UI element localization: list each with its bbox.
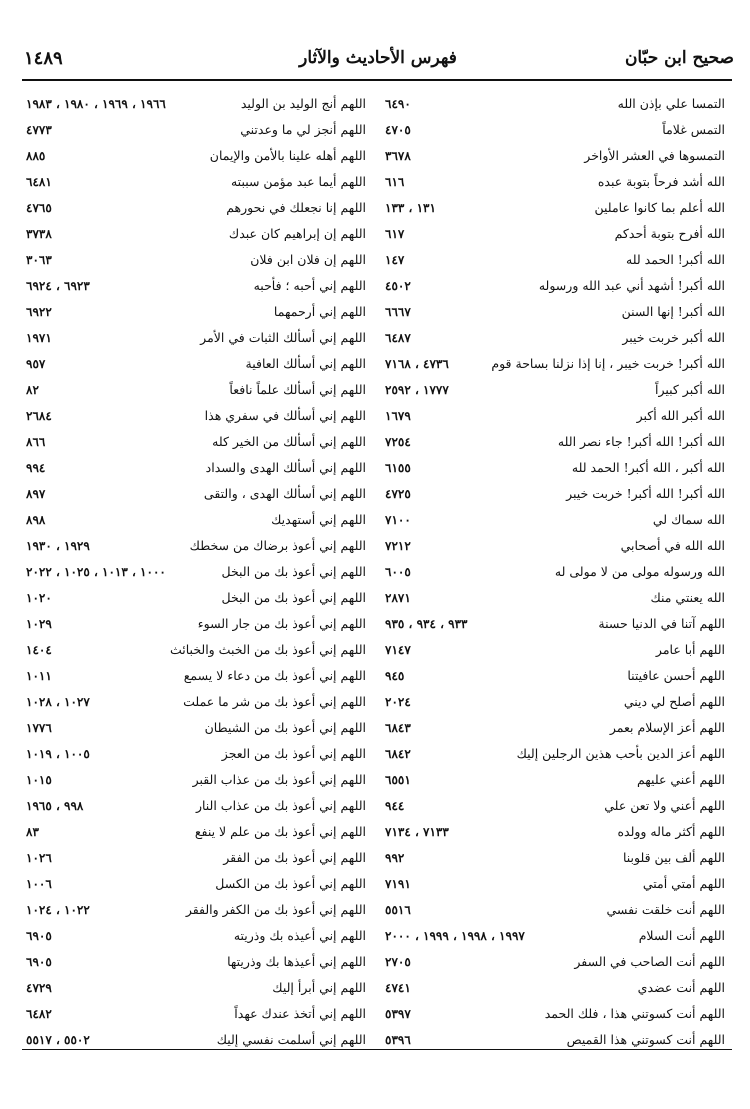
entry-refs: ٦٥٥١: [385, 773, 411, 787]
page-header: [22, 48, 734, 78]
entry-text: اللهم إني أسلمت نفسي إليك: [216, 1032, 366, 1047]
index-entry: [26, 850, 366, 876]
index-entry: [385, 1006, 725, 1032]
entry-refs: ٧٢١٢: [385, 539, 411, 553]
entry-refs: ٦٤٩٠: [385, 97, 411, 111]
entry-text: اللهم إني أسألك علماً نافعاً: [229, 382, 366, 397]
index-entry: [26, 148, 366, 174]
entry-text: اللهم إني أتخذ عندك عهداً: [234, 1006, 366, 1021]
entry-refs: ٦٦٦٧: [385, 305, 411, 319]
entry-refs: ٦٨٤٣: [385, 721, 411, 735]
entry-refs: ٦١٥٥: [385, 461, 411, 475]
index-entry: [26, 928, 366, 954]
index-entry: [385, 538, 725, 564]
index-entry: [26, 564, 366, 590]
entry-text: اللهم أنت السلام: [638, 928, 725, 943]
entry-text: اللهم إني أسألك الثبات في الأمر: [200, 330, 366, 345]
entry-text: اللهم إني أعوذ بك من جار السوء: [197, 616, 366, 631]
entry-text: اللهم أنت كسوتني هذا ، فلك الحمد: [544, 1006, 725, 1021]
entry-refs: ٦٩٠٥: [26, 929, 52, 943]
entry-refs: ٦١٧: [385, 227, 405, 241]
index-entry: [385, 1032, 725, 1058]
index-entry: [26, 174, 366, 200]
index-entry: [385, 772, 725, 798]
index-entry: [26, 954, 366, 980]
entry-text: الله أعلم بما كانوا عاملين: [594, 200, 725, 215]
entry-refs: ٧١٤٧: [385, 643, 411, 657]
entry-refs: ٩٩٤: [26, 461, 46, 475]
index-entry: [385, 720, 725, 746]
index-entry: [385, 382, 725, 408]
entry-text: اللهم إني أستهديك: [271, 512, 366, 527]
entry-refs: ٢٦٨٤: [26, 409, 52, 423]
entry-refs: ٢٧٠٥: [385, 955, 411, 969]
entry-refs: ١٧٧٦: [26, 721, 52, 735]
index-entry: [26, 616, 366, 642]
index-entry: [385, 434, 725, 460]
index-entry: [26, 798, 366, 824]
entry-text: اللهم أعني عليهم: [636, 772, 725, 787]
entry-text: اللهم إني أعوذ بك من الكسل: [215, 876, 366, 891]
index-entry: [26, 694, 366, 720]
entry-refs: ٨٩٧: [26, 487, 46, 501]
index-entry: [26, 720, 366, 746]
entry-text: الله أكبر! أشهد أني عبد الله ورسوله: [538, 278, 725, 293]
entry-refs: ١٣١ ، ١٣٣: [385, 201, 436, 215]
index-entry: [26, 382, 366, 408]
index-entry: [385, 824, 725, 850]
index-entry: [26, 226, 366, 252]
index-entry: [26, 1032, 366, 1058]
entry-refs: ١٠١٥: [26, 773, 52, 787]
entry-refs: ٨٨٥: [26, 149, 46, 163]
entry-text: اللهم أنت كسوتني هذا القميص: [566, 1032, 725, 1047]
entry-refs: ١٩٢٩ ، ١٩٣٠: [26, 539, 90, 553]
entry-text: الله أكبر! الحمد لله: [626, 252, 725, 267]
index-entry: [26, 746, 366, 772]
index-entry: [26, 200, 366, 226]
index-entry: [385, 668, 725, 694]
index-entry: [26, 278, 366, 304]
index-entry: [26, 460, 366, 486]
entry-text: اللهم أنت الصاحب في السفر: [574, 954, 725, 969]
index-entry: [385, 460, 725, 486]
entry-refs: ٨٩٨: [26, 513, 46, 527]
entry-refs: ٦٤٨٧: [385, 331, 411, 345]
entry-refs: ٩٥٧: [26, 357, 46, 371]
index-entry: [26, 304, 366, 330]
header-rule: [22, 79, 732, 81]
index-entry: [26, 356, 366, 382]
entry-refs: ٧١٠٠: [385, 513, 411, 527]
entry-refs: ٦٩٠٥: [26, 955, 52, 969]
entry-text: اللهم أحسن عافيتنا: [627, 668, 725, 683]
entry-text: الله أكبر الله أكبر: [636, 408, 725, 423]
entry-refs: ٨٢: [26, 383, 39, 397]
entry-refs: ٦٤٨٢: [26, 1007, 52, 1021]
index-entry: [385, 512, 725, 538]
entry-text: اللهم إني أسألك الهدى والسداد: [205, 460, 366, 475]
entry-refs: ٤٧٧٣: [26, 123, 52, 137]
entry-refs: ٥٣٩٧: [385, 1007, 411, 1021]
entry-refs: ٦٠٠٥: [385, 565, 411, 579]
entry-text: الله أكبر! الله أكبر! خربت خيبر: [566, 486, 725, 501]
entry-refs: ٩٤٤: [385, 799, 405, 813]
entry-text: اللهم إن فلان ابن فلان: [250, 252, 366, 267]
page-number: ١٤٨٩: [24, 48, 63, 69]
entry-text: اللهم أنجز لي ما وعدتني: [240, 122, 366, 137]
entry-text: اللهم إني أعوذ بك من البخل: [221, 564, 366, 579]
index-entry: [385, 642, 725, 668]
index-entry: [385, 96, 725, 122]
index-entry: [26, 486, 366, 512]
index-entry: [385, 902, 725, 928]
entry-text: اللهم أبا عامر: [655, 642, 725, 657]
right-column: [385, 96, 725, 1058]
entry-refs: ١٦٧٩: [385, 409, 411, 423]
index-entry: [385, 798, 725, 824]
entry-text: الله أكبر خربت خيبر: [622, 330, 725, 345]
entry-refs: ٩٣٣ ، ٩٣٤ ، ٩٣٥: [385, 617, 468, 631]
entry-refs: ١٠٢٩: [26, 617, 52, 631]
entry-text: اللهم آتنا في الدنيا حسنة: [598, 616, 725, 631]
index-entry: [385, 746, 725, 772]
entry-refs: ٢٨٧١: [385, 591, 411, 605]
book-title: صحيح ابن حبّان: [624, 48, 734, 68]
entry-text: التمسا علي بإذن الله: [617, 96, 725, 111]
entry-refs: ٩٩٢: [385, 851, 405, 865]
entry-text: الله سماك لي: [652, 512, 725, 527]
entry-text: اللهم إني أرحمهما: [273, 304, 366, 319]
entry-text: الله أكبر! الله أكبر! جاء نصر الله: [557, 434, 725, 449]
entry-refs: ١٠٠٠ ، ١٠١٣ ، ١٠٢٥ ، ٢٠٢٢: [26, 565, 166, 579]
entry-text: اللهم إني أعيذها بك وذريتها: [227, 954, 366, 969]
entry-text: اللهم إني أسألك العافية: [245, 356, 366, 371]
entry-refs: ٣٠٦٣: [26, 253, 52, 267]
entry-refs: ١٠١١: [26, 669, 52, 683]
index-entry: [385, 408, 725, 434]
entry-refs: ٤٧٠٥: [385, 123, 411, 137]
index-entry: [26, 668, 366, 694]
entry-refs: ١٠٢٠: [26, 591, 52, 605]
entry-refs: ٨٦٦: [26, 435, 46, 449]
entry-text: اللهم إني أسألك من الخير كله: [212, 434, 366, 449]
entry-text: اللهم إن إبراهيم كان عبدك: [228, 226, 366, 241]
entry-text: الله أكبر! خربت خيبر ، إنا إذا نزلنا بساحة قوم: [491, 356, 725, 371]
entry-refs: ١٤٧: [385, 253, 405, 267]
entry-refs: ٦٨٤٢: [385, 747, 411, 761]
entry-text: الله ورسوله مولى من لا مولى له: [554, 564, 725, 579]
index-entry: [385, 694, 725, 720]
entry-text: اللهم إني أعوذ بك من شر ما عملت: [183, 694, 366, 709]
index-entry: [385, 980, 725, 1006]
entry-text: اللهم إني أعوذ بك من العجز: [221, 746, 366, 761]
index-entry: [26, 824, 366, 850]
entry-refs: ٥٥٠٢ ، ٥٥١٧: [26, 1033, 90, 1047]
index-entry: [26, 642, 366, 668]
entry-refs: ١٠٠٥ ، ١٠١٩: [26, 747, 90, 761]
entry-refs: ١٠٢٢ ، ١٠٢٤: [26, 903, 90, 917]
entry-text: الله أكبر ، الله أكبر! الحمد لله: [571, 460, 725, 475]
index-entry: [26, 512, 366, 538]
entry-refs: ١٠٢٧ ، ١٠٢٨: [26, 695, 90, 709]
footer-rule: [22, 1049, 732, 1050]
index-entry: [26, 902, 366, 928]
entry-refs: ٤٧٣٦ ، ٧١٦٨: [385, 357, 449, 371]
index-entry: [26, 538, 366, 564]
index-entry: [385, 330, 725, 356]
entry-refs: ٧٢٥٤: [385, 435, 411, 449]
index-entry: [385, 252, 725, 278]
index-entry: [26, 96, 366, 122]
index-entry: [385, 304, 725, 330]
entry-text: الله أفرح بتوبة أحدكم: [614, 226, 725, 241]
entry-refs: ٩٤٥: [385, 669, 405, 683]
entry-refs: ١٧٧٧ ، ٢٥٩٢: [385, 383, 449, 397]
entry-refs: ٤٧٤١: [385, 981, 411, 995]
entry-text: الله أكبر كبيراً: [654, 382, 725, 397]
index-title: فهرس الأحاديث والآثار: [299, 48, 457, 68]
index-entry: [385, 226, 725, 252]
entry-text: اللهم إني أعوذ بك من الشيطان: [204, 720, 366, 735]
index-entry: [26, 408, 366, 434]
entry-refs: ١٩٧١: [26, 331, 52, 345]
entry-text: اللهم إني أعوذ بك من عذاب النار: [195, 798, 366, 813]
entry-refs: ١٠٠٦: [26, 877, 52, 891]
entry-text: اللهم إني أحبه ؛ فأحبه: [253, 278, 366, 293]
index-entry: [385, 278, 725, 304]
entry-refs: ٧١٣٣ ، ٧١٣٤: [385, 825, 449, 839]
index-entry: [385, 590, 725, 616]
entry-refs: ٥٥١٦: [385, 903, 411, 917]
entry-refs: ٤٧٦٥: [26, 201, 52, 215]
index-entry: [385, 122, 725, 148]
entry-text: اللهم أنج الوليد بن الوليد: [240, 96, 366, 111]
entry-text: اللهم ألف بين قلوبنا: [622, 850, 725, 865]
entry-text: اللهم إني أعوذ بك من الخبث والخبائث: [169, 642, 366, 657]
entry-refs: ١٩٦٦ ، ١٩٦٩ ، ١٩٨٠ ، ١٩٨٣: [26, 97, 166, 111]
entry-text: اللهم أهله علينا بالأمن والإيمان: [209, 148, 366, 163]
index-entry: [26, 122, 366, 148]
entry-refs: ٤٧٢٩: [26, 981, 52, 995]
entry-text: التمسوها في العشر الأواخر: [584, 148, 725, 163]
index-entry: [385, 200, 725, 226]
entry-text: اللهم أصلح لي ديني: [623, 694, 725, 709]
index-entry: [385, 356, 725, 382]
entry-text: اللهم أكثر ماله وولده: [617, 824, 725, 839]
entry-text: اللهم أيما عبد مؤمن سببته: [230, 174, 366, 189]
index-entry: [26, 434, 366, 460]
index-entry: [385, 174, 725, 200]
entry-text: اللهم إني أعوذ بك من علم لا ينفع: [194, 824, 366, 839]
index-entry: [26, 252, 366, 278]
left-column: [26, 96, 366, 1058]
entry-refs: ٦١٦: [385, 175, 405, 189]
entry-text: اللهم أمتي أمتي: [642, 876, 725, 891]
entry-refs: ١٤٠٤: [26, 643, 52, 657]
entry-refs: ٨٣: [26, 825, 39, 839]
index-entry: [26, 590, 366, 616]
entry-text: اللهم إني أسألك في سفري هذا: [204, 408, 366, 423]
entry-refs: ٥٣٩٦: [385, 1033, 411, 1047]
entry-text: اللهم أنت خلقت نفسي: [606, 902, 725, 917]
entry-refs: ٤٥٠٢: [385, 279, 411, 293]
entry-refs: ١٩٩٧ ، ١٩٩٨ ، ١٩٩٩ ، ٢٠٠٠: [385, 929, 525, 943]
entry-text: اللهم إني أعيذه بك وذريته: [233, 928, 366, 943]
index-entry: [385, 850, 725, 876]
index-entry: [26, 876, 366, 902]
entry-refs: ٣٦٧٨: [385, 149, 411, 163]
entry-text: اللهم إنا نجعلك في نحورهم: [226, 200, 366, 215]
entry-text: اللهم أعز الدين بأحب هذين الرجلين إليك: [516, 746, 725, 761]
index-entry: [385, 148, 725, 174]
index-entry: [26, 980, 366, 1006]
entry-text: اللهم إني أعوذ بك من الفقر: [223, 850, 366, 865]
entry-refs: ٢٠٢٤: [385, 695, 411, 709]
entry-text: اللهم إني أبرأ إليك: [272, 980, 366, 995]
index-entry: [385, 876, 725, 902]
entry-refs: ٦٤٨١: [26, 175, 52, 189]
entry-text: اللهم أعز الإسلام بعمر: [609, 720, 725, 735]
entry-text: الله أكبر! إنها السنن: [621, 304, 725, 319]
entry-refs: ٦٩٢٣ ، ٦٩٢٤: [26, 279, 90, 293]
entry-text: اللهم إني أعوذ بك من عذاب القبر: [192, 772, 366, 787]
entry-text: اللهم إني أعوذ بك من دعاء لا يسمع: [183, 668, 366, 683]
index-entry: [26, 1006, 366, 1032]
entry-text: اللهم إني أسألك الهدى ، والتقى: [203, 486, 366, 501]
entry-text: اللهم أعني ولا تعن علي: [604, 798, 725, 813]
index-entry: [385, 486, 725, 512]
entry-refs: ٦٩٢٢: [26, 305, 52, 319]
entry-text: الله أشد فرحاً بتوبة عبده: [597, 174, 725, 189]
entry-refs: ٤٧٢٥: [385, 487, 411, 501]
entry-text: اللهم إني أعوذ بك من البخل: [221, 590, 366, 605]
index-entry: [385, 928, 725, 954]
index-entry: [26, 330, 366, 356]
entry-text: الله يعنتي منك: [650, 590, 725, 605]
index-entry: [385, 954, 725, 980]
entry-text: اللهم أنت عضدي: [637, 980, 725, 995]
entry-refs: ٩٩٨ ، ١٩٦٥: [26, 799, 84, 813]
entry-text: الله الله في أصحابي: [620, 538, 725, 553]
entry-refs: ٣٧٣٨: [26, 227, 52, 241]
entry-text: اللهم إني أعوذ برضاك من سخطك: [189, 538, 366, 553]
entry-refs: ١٠٢٦: [26, 851, 52, 865]
entry-text: اللهم إني أعوذ بك من الكفر والفقر: [185, 902, 366, 917]
entry-refs: ٧١٩١: [385, 877, 411, 891]
index-entry: [385, 616, 725, 642]
index-entry: [385, 564, 725, 590]
entry-text: التمس غلاماً: [662, 122, 725, 137]
index-entry: [26, 772, 366, 798]
